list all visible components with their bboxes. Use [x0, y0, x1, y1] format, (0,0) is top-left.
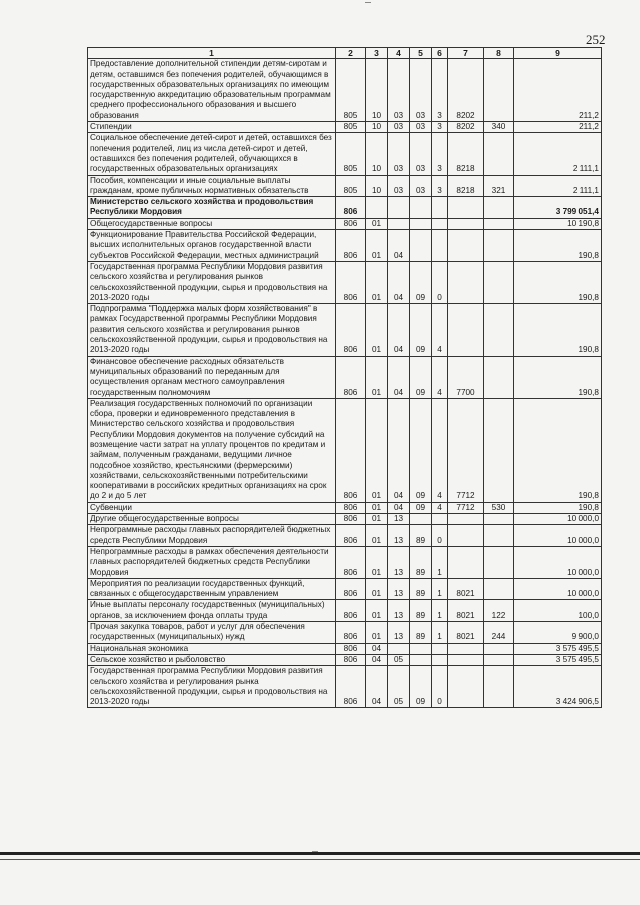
row-code-6: 0 — [432, 666, 448, 708]
table-body — [88, 59, 602, 708]
row-code-3: 10 — [366, 133, 388, 175]
table-row — [88, 666, 602, 708]
row-code-3: 01 — [366, 578, 388, 600]
row-code-5: 09 — [410, 304, 432, 356]
header-col-1: 1 — [88, 48, 336, 59]
row-code-3: 01 — [366, 514, 388, 525]
table-row — [88, 356, 602, 398]
row-code-5: 89 — [410, 578, 432, 600]
row-code-8 — [484, 666, 514, 708]
row-code-2: 806 — [336, 622, 366, 644]
row-name: Непрограммные расходы в рамках обеспечения деятельности главных распорядителей бюджетных средств Республики Мордовия — [88, 546, 336, 578]
row-name: Реализация государственных полномочий по организации сбора, проверки и единовременного представления в Министерство сельского хозяйства и продовольствия Республики Мордовия документов на получение субсидий на возмещение части затрат на уплату процентов по кредитам и займам, полученным гражданами, ведущими личное подсобное хозяйство, крестьянскими (фермерскими) хозяйствами, сельскохозяйственными потребительскими кооперативами в российских кредитных организациях на срок до 2 и до 5 лет — [88, 398, 336, 502]
row-code-4 — [388, 643, 410, 654]
row-name: Иные выплаты персоналу государственных (муниципальных) органов, за исключением фонда оплаты труда — [88, 600, 336, 622]
header-col-2: 2 — [336, 48, 366, 59]
row-name: Государственная программа Республики Мордовия развития сельского хозяйства и регулирования рынков сельскохозяйственной продукции, сырья и продовольствия на 2013-2020 годы — [88, 261, 336, 303]
table-row — [88, 133, 602, 175]
table-row — [88, 197, 602, 219]
row-amount: 190,8 — [514, 356, 602, 398]
row-name: Функционирование Правительства Российской Федерации, высших исполнительных органов государственной власти субъектов Российской Федерации, местных администраций — [88, 230, 336, 262]
row-code-8 — [484, 304, 514, 356]
table-row — [88, 175, 602, 197]
row-code-7: 8218 — [448, 175, 484, 197]
row-code-5 — [410, 230, 432, 262]
row-code-3: 10 — [366, 175, 388, 197]
header-col-8: 8 — [484, 48, 514, 59]
row-name: Предоставление дополнительной стипендии детям-сиротам и детям, оставшимся без попечения родителей, обучающимся в государственных образовательных организациях по имеющим государственную аккредитацию образовательным программам среднего профессионального образования и высшего образования — [88, 59, 336, 122]
scan-speck — [312, 851, 318, 852]
row-code-3: 01 — [366, 525, 388, 547]
row-code-2: 806 — [336, 304, 366, 356]
row-amount: 190,8 — [514, 502, 602, 513]
row-code-2: 805 — [336, 175, 366, 197]
row-code-4: 13 — [388, 514, 410, 525]
row-code-2: 806 — [336, 654, 366, 665]
row-code-6: 3 — [432, 122, 448, 133]
row-amount: 211,2 — [514, 122, 602, 133]
bottom-rule-thin — [0, 859, 640, 860]
table-row — [88, 514, 602, 525]
table-row — [88, 122, 602, 133]
row-code-7 — [448, 230, 484, 262]
row-code-8: 530 — [484, 502, 514, 513]
row-code-8: 122 — [484, 600, 514, 622]
row-code-4: 04 — [388, 356, 410, 398]
row-amount: 190,8 — [514, 304, 602, 356]
row-amount: 190,8 — [514, 261, 602, 303]
row-code-2: 806 — [336, 643, 366, 654]
row-code-4 — [388, 197, 410, 219]
row-code-3: 01 — [366, 502, 388, 513]
row-code-7 — [448, 666, 484, 708]
row-code-5 — [410, 654, 432, 665]
table-row — [88, 261, 602, 303]
row-code-6 — [432, 218, 448, 229]
row-code-3: 01 — [366, 546, 388, 578]
table-row — [88, 600, 602, 622]
row-code-3: 04 — [366, 654, 388, 665]
row-code-3: 10 — [366, 122, 388, 133]
row-code-4: 03 — [388, 133, 410, 175]
scan-speck — [365, 2, 371, 3]
row-amount: 10 000,0 — [514, 514, 602, 525]
row-code-6 — [432, 514, 448, 525]
table-row — [88, 502, 602, 513]
row-code-4: 13 — [388, 600, 410, 622]
row-code-6: 4 — [432, 356, 448, 398]
row-name: Мероприятия по реализации государственных функций, связанных с общегосударственным управлением — [88, 578, 336, 600]
row-code-8 — [484, 133, 514, 175]
row-code-2: 806 — [336, 230, 366, 262]
row-name: Непрограммные расходы главных распорядителей бюджетных средств Республики Мордовия — [88, 525, 336, 547]
row-code-6 — [432, 643, 448, 654]
row-code-4: 13 — [388, 525, 410, 547]
row-code-6: 4 — [432, 398, 448, 502]
row-code-6: 1 — [432, 600, 448, 622]
row-code-7: 8218 — [448, 133, 484, 175]
row-amount: 190,8 — [514, 398, 602, 502]
row-name: Финансовое обеспечение расходных обязательств муниципальных образований по переданным для осуществления органам местного самоуправления государственным полномочиям — [88, 356, 336, 398]
row-code-4: 03 — [388, 175, 410, 197]
row-code-8 — [484, 525, 514, 547]
row-code-3: 04 — [366, 666, 388, 708]
row-name: Другие общегосударственные вопросы — [88, 514, 336, 525]
row-code-6: 1 — [432, 622, 448, 644]
row-code-5: 03 — [410, 133, 432, 175]
row-code-2: 806 — [336, 502, 366, 513]
budget-table — [87, 47, 602, 708]
row-code-3 — [366, 197, 388, 219]
row-amount: 2 111,1 — [514, 175, 602, 197]
row-code-7 — [448, 304, 484, 356]
row-code-6 — [432, 197, 448, 219]
row-code-5 — [410, 514, 432, 525]
table-row — [88, 59, 602, 122]
row-code-5: 09 — [410, 502, 432, 513]
row-code-2: 806 — [336, 546, 366, 578]
row-code-2: 806 — [336, 356, 366, 398]
row-code-6: 3 — [432, 175, 448, 197]
table-row — [88, 230, 602, 262]
row-amount: 10 000,0 — [514, 525, 602, 547]
row-code-6: 3 — [432, 59, 448, 122]
row-code-7: 8021 — [448, 600, 484, 622]
row-code-4 — [388, 218, 410, 229]
row-code-4: 13 — [388, 546, 410, 578]
row-code-5: 09 — [410, 356, 432, 398]
row-code-8 — [484, 59, 514, 122]
row-code-2: 805 — [336, 133, 366, 175]
table-row — [88, 525, 602, 547]
row-code-6: 1 — [432, 546, 448, 578]
row-code-8 — [484, 261, 514, 303]
table-row — [88, 398, 602, 502]
row-code-3: 01 — [366, 304, 388, 356]
row-code-7 — [448, 643, 484, 654]
row-code-8: 321 — [484, 175, 514, 197]
row-code-6: 4 — [432, 502, 448, 513]
row-code-5: 89 — [410, 600, 432, 622]
row-amount: 3 799 051,4 — [514, 197, 602, 219]
header-col-3: 3 — [366, 48, 388, 59]
row-code-4: 03 — [388, 59, 410, 122]
row-code-2: 805 — [336, 59, 366, 122]
row-code-8 — [484, 546, 514, 578]
row-code-8 — [484, 230, 514, 262]
table-row — [88, 304, 602, 356]
table-row — [88, 622, 602, 644]
row-amount: 190,8 — [514, 230, 602, 262]
row-code-2: 806 — [336, 578, 366, 600]
row-code-7: 7700 — [448, 356, 484, 398]
row-code-5: 09 — [410, 666, 432, 708]
row-code-7: 8202 — [448, 59, 484, 122]
row-code-7: 7712 — [448, 398, 484, 502]
table-row — [88, 218, 602, 229]
row-code-3: 01 — [366, 622, 388, 644]
header-col-7: 7 — [448, 48, 484, 59]
row-code-3: 01 — [366, 398, 388, 502]
row-code-7: 8021 — [448, 622, 484, 644]
row-name: Подпрограмма "Поддержка малых форм хозяйствования" в рамках Государственной программы Республики Мордовия развития сельского хозяйства и регулирования рынков сельскохозяйственной продукции, сырья и продовольствия на 2013-2020 годы — [88, 304, 336, 356]
row-code-3: 10 — [366, 59, 388, 122]
table-row — [88, 654, 602, 665]
row-amount: 10 190,8 — [514, 218, 602, 229]
row-code-4: 04 — [388, 398, 410, 502]
row-code-4: 03 — [388, 122, 410, 133]
row-amount: 10 000,0 — [514, 578, 602, 600]
row-amount: 211,2 — [514, 59, 602, 122]
row-code-7 — [448, 546, 484, 578]
row-code-5 — [410, 218, 432, 229]
row-code-6: 0 — [432, 261, 448, 303]
row-code-7: 8021 — [448, 578, 484, 600]
row-code-3: 01 — [366, 218, 388, 229]
row-code-2: 806 — [336, 197, 366, 219]
row-amount: 100,0 — [514, 600, 602, 622]
row-amount: 10 000,0 — [514, 546, 602, 578]
row-code-8: 244 — [484, 622, 514, 644]
row-code-3: 01 — [366, 600, 388, 622]
row-code-8 — [484, 398, 514, 502]
row-name: Субвенции — [88, 502, 336, 513]
row-code-8 — [484, 578, 514, 600]
row-name: Стипендии — [88, 122, 336, 133]
row-amount: 2 111,1 — [514, 133, 602, 175]
row-code-6: 1 — [432, 578, 448, 600]
row-code-3: 01 — [366, 356, 388, 398]
row-code-5 — [410, 197, 432, 219]
row-code-8 — [484, 356, 514, 398]
row-code-8 — [484, 197, 514, 219]
row-code-6 — [432, 654, 448, 665]
row-code-7: 7712 — [448, 502, 484, 513]
row-code-8 — [484, 654, 514, 665]
table-row — [88, 578, 602, 600]
row-code-2: 806 — [336, 218, 366, 229]
row-code-2: 806 — [336, 525, 366, 547]
row-name: Национальная экономика — [88, 643, 336, 654]
row-code-7 — [448, 654, 484, 665]
row-code-4: 13 — [388, 622, 410, 644]
row-name: Прочая закупка товаров, работ и услуг для обеспечения государственных (муниципальных) нужд — [88, 622, 336, 644]
row-code-5: 09 — [410, 398, 432, 502]
row-code-5 — [410, 643, 432, 654]
row-name: Сельское хозяйство и рыболовство — [88, 654, 336, 665]
row-code-8 — [484, 514, 514, 525]
row-code-5: 09 — [410, 261, 432, 303]
row-code-8: 340 — [484, 122, 514, 133]
row-code-4: 04 — [388, 502, 410, 513]
header-row — [88, 48, 602, 59]
row-code-6: 4 — [432, 304, 448, 356]
row-code-2: 805 — [336, 122, 366, 133]
row-code-2: 806 — [336, 398, 366, 502]
header-col-6: 6 — [432, 48, 448, 59]
table-row — [88, 546, 602, 578]
row-code-6: 0 — [432, 525, 448, 547]
row-code-3: 01 — [366, 230, 388, 262]
page-number: 252 — [586, 32, 606, 47]
header-col-9: 9 — [514, 48, 602, 59]
row-code-3: 01 — [366, 261, 388, 303]
row-code-4: 04 — [388, 304, 410, 356]
row-code-8 — [484, 218, 514, 229]
row-code-7 — [448, 514, 484, 525]
row-code-2: 806 — [336, 666, 366, 708]
header-col-4: 4 — [388, 48, 410, 59]
row-code-4: 04 — [388, 230, 410, 262]
row-name: Пособия, компенсации и иные социальные выплаты гражданам, кроме публичных нормативных обязательств — [88, 175, 336, 197]
row-code-2: 806 — [336, 261, 366, 303]
row-code-5: 03 — [410, 59, 432, 122]
row-code-4: 04 — [388, 261, 410, 303]
row-code-8 — [484, 643, 514, 654]
row-code-5: 89 — [410, 622, 432, 644]
row-name: Общегосударственные вопросы — [88, 218, 336, 229]
row-code-5: 89 — [410, 525, 432, 547]
row-code-5: 89 — [410, 546, 432, 578]
row-code-2: 806 — [336, 600, 366, 622]
bottom-rule — [0, 852, 640, 855]
row-code-4: 05 — [388, 666, 410, 708]
row-amount: 9 900,0 — [514, 622, 602, 644]
row-amount: 3 575 495,5 — [514, 643, 602, 654]
row-amount: 3 424 906,5 — [514, 666, 602, 708]
row-code-6: 3 — [432, 133, 448, 175]
row-code-7: 8202 — [448, 122, 484, 133]
table-row — [88, 643, 602, 654]
row-code-7 — [448, 525, 484, 547]
row-amount: 3 575 495,5 — [514, 654, 602, 665]
row-code-7 — [448, 218, 484, 229]
row-name: Социальное обеспечение детей-сирот и детей, оставшихся без попечения родителей, лиц из числа детей-сирот и детей, оставшихся без попечения родителей, обучающихся в государственных образовательных организациях — [88, 133, 336, 175]
row-code-4: 05 — [388, 654, 410, 665]
row-code-7 — [448, 261, 484, 303]
row-code-5: 03 — [410, 122, 432, 133]
row-code-6 — [432, 230, 448, 262]
row-name: Министерство сельского хозяйства и продовольствия Республики Мордовия — [88, 197, 336, 219]
row-code-3: 04 — [366, 643, 388, 654]
row-code-4: 13 — [388, 578, 410, 600]
row-code-2: 806 — [336, 514, 366, 525]
row-name: Государственная программа Республики Мордовия развития сельского хозяйства и регулирования рынка сельскохозяйственной продукции, сырья и продовольствия на 2013-2020 годы — [88, 666, 336, 708]
row-code-7 — [448, 197, 484, 219]
header-col-5: 5 — [410, 48, 432, 59]
row-code-5: 03 — [410, 175, 432, 197]
